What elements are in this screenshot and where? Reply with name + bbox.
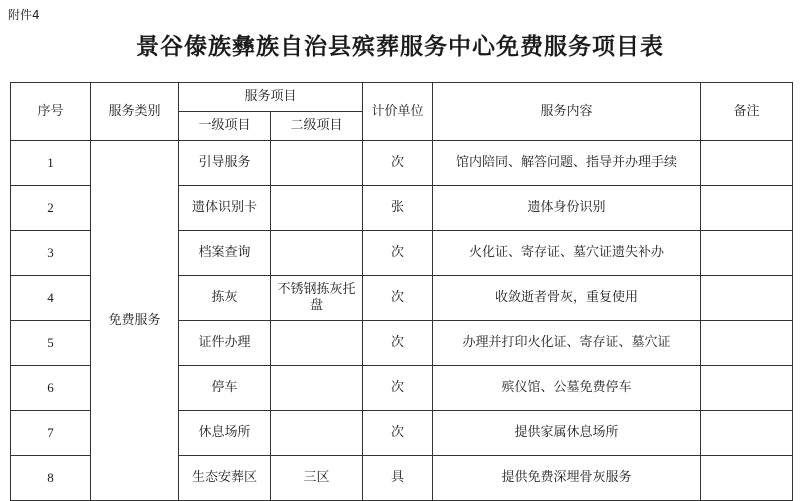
header-note: 备注	[701, 83, 793, 141]
cell-level2: 不锈钢拣灰托盘	[271, 276, 363, 321]
header-level2: 二级项目	[271, 112, 363, 141]
attachment-label: 附件4	[8, 8, 40, 22]
cell-content: 遗体身份识别	[433, 186, 701, 231]
cell-level1: 休息场所	[179, 411, 271, 456]
cell-level1: 拣灰	[179, 276, 271, 321]
cell-level1: 证件办理	[179, 321, 271, 366]
cell-unit: 次	[363, 366, 433, 411]
cell-seq: 4	[11, 276, 91, 321]
cell-level1: 遗体识别卡	[179, 186, 271, 231]
cell-note	[701, 231, 793, 276]
cell-content: 殡仪馆、公墓免费停车	[433, 366, 701, 411]
cell-unit: 次	[363, 411, 433, 456]
cell-seq: 3	[11, 231, 91, 276]
cell-level1: 生态安葬区	[179, 456, 271, 501]
cell-content: 办理并打印火化证、寄存证、墓穴证	[433, 321, 701, 366]
service-table	[10, 82, 793, 501]
cell-seq: 1	[11, 141, 91, 186]
cell-content: 提供家属休息场所	[433, 411, 701, 456]
cell-seq: 8	[11, 456, 91, 501]
cell-level2	[271, 186, 363, 231]
cell-note	[701, 456, 793, 501]
cell-unit: 次	[363, 276, 433, 321]
cell-note	[701, 186, 793, 231]
cell-level2	[271, 411, 363, 456]
cell-unit: 张	[363, 186, 433, 231]
cell-note	[701, 411, 793, 456]
cell-level2: 三区	[271, 456, 363, 501]
header-level1: 一级项目	[179, 112, 271, 141]
cell-seq: 5	[11, 321, 91, 366]
header-category: 服务类别	[91, 83, 179, 141]
cell-unit: 次	[363, 321, 433, 366]
cell-note	[701, 321, 793, 366]
cell-note	[701, 366, 793, 411]
header-content: 服务内容	[433, 83, 701, 141]
cell-level2	[271, 231, 363, 276]
document-title: 景谷傣族彝族自治县殡葬服务中心免费服务项目表	[136, 34, 664, 60]
header-unit: 计价单位	[363, 83, 433, 141]
cell-seq: 7	[11, 411, 91, 456]
header-seq: 序号	[11, 83, 91, 141]
cell-unit: 次	[363, 141, 433, 186]
cell-seq: 6	[11, 366, 91, 411]
cell-category: 免费服务	[91, 141, 179, 501]
cell-level2	[271, 366, 363, 411]
cell-unit: 具	[363, 456, 433, 501]
cell-level1: 引导服务	[179, 141, 271, 186]
cell-seq: 2	[11, 186, 91, 231]
cell-level1: 档案查询	[179, 231, 271, 276]
cell-note	[701, 276, 793, 321]
header-service-items: 服务项目	[179, 83, 363, 112]
cell-level1: 停车	[179, 366, 271, 411]
cell-level2	[271, 321, 363, 366]
cell-note	[701, 141, 793, 186]
cell-content: 馆内陪同、解答问题、指导并办理手续	[433, 141, 701, 186]
cell-content: 提供免费深埋骨灰服务	[433, 456, 701, 501]
cell-content: 收敛逝者骨灰，重复使用	[433, 276, 701, 321]
table-row	[11, 141, 793, 186]
cell-level2	[271, 141, 363, 186]
cell-content: 火化证、寄存证、墓穴证遗失补办	[433, 231, 701, 276]
cell-unit: 次	[363, 231, 433, 276]
